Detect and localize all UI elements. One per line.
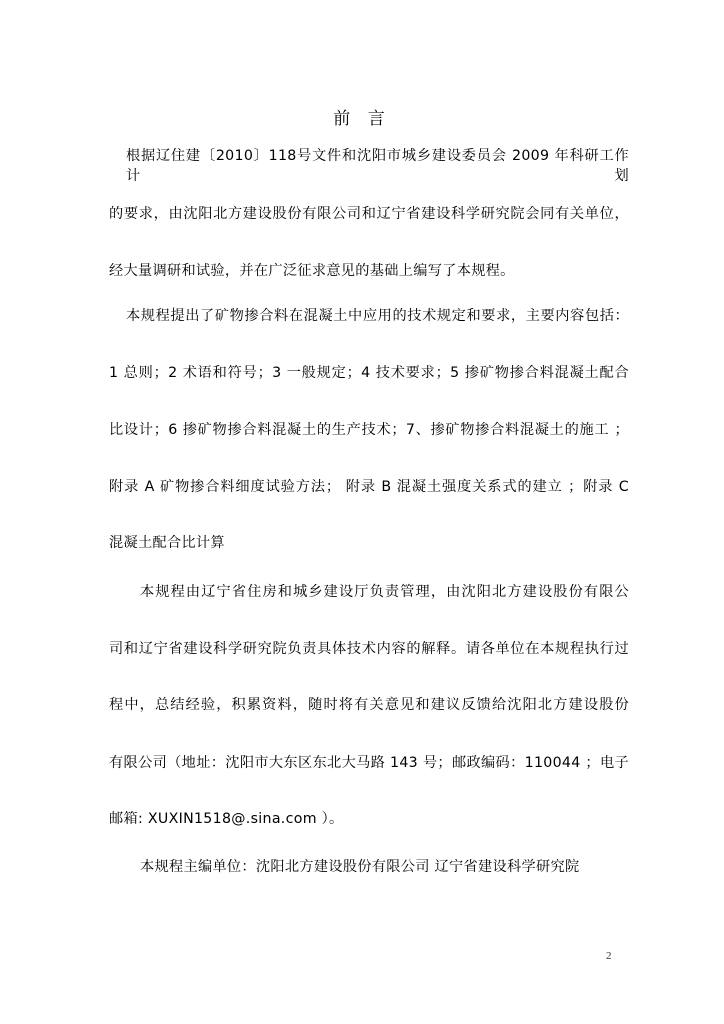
paragraph-line: 有限公司（地址：沈阳市大东区东北大马路 143 号；邮政编码：110044 ；电子 (109, 755, 629, 771)
paragraph-line: 比设计；6 掺矿物掺合料混凝土的生产技术；7、掺矿物掺合料混凝土的施工 ； (109, 422, 629, 438)
page-number: 2 (606, 950, 612, 962)
paragraph-line: 本规程提出了矿物掺合料在混凝土中应用的技术规定和要求，主要内容包括： (126, 308, 629, 324)
paragraph-line: 附录 A 矿物掺合料细度试验方法； 附录 B 混凝土强度关系式的建立 ；附录 C (109, 479, 629, 495)
editor-unit-line: 本规程主编单位：沈阳北方建设股份有限公司 辽宁省建设科学研究院 (140, 859, 580, 875)
paragraph-line: 的要求，由沈阳北方建设股份有限公司和辽宁省建设科学研究院会同有关单位， (109, 206, 629, 222)
paragraph-line: 经大量调研和试验，并在广泛征求意见的基础上编写了本规程。 (109, 263, 515, 279)
paragraph-line: 司和辽宁省建设科学研究院负责具体技术内容的解释。请各单位在本规程执行过 (109, 641, 629, 657)
paragraph-line: 混凝土配合比计算 (109, 535, 225, 551)
paragraph-line: 程中，总结经验，积累资料，随时将有关意见和建议反馈给沈阳北方建设股份 (109, 697, 629, 713)
paragraph-line: 1 总则；2 术语和符号；3 一般规定；4 技术要求；5 掺矿物掺合料混凝土配合 (109, 365, 629, 381)
paragraph-line: 邮箱: XUXIN1518@.sina.com ）。 (109, 811, 344, 827)
paragraph-line: 根据辽住建〔2010〕118号文件和沈阳市城乡建设委员会 2009 年科研工作计划 (126, 148, 629, 184)
paragraph-line: 本规程由辽宁省住房和城乡建设厅负责管理，由沈阳北方建设股份有限公 (140, 584, 629, 600)
page-title: 前 言 (333, 109, 391, 129)
